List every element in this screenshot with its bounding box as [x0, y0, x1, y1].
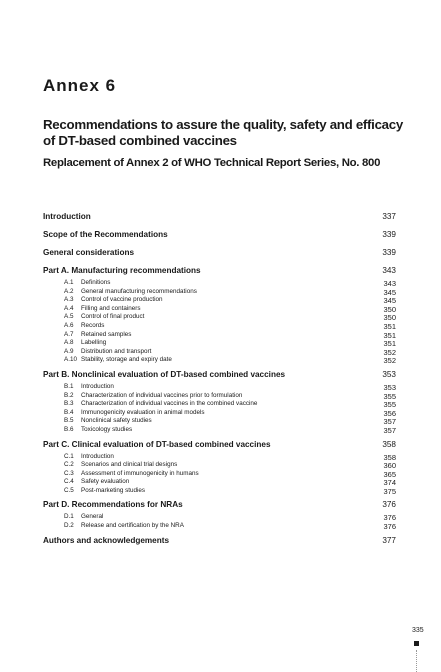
toc-entry-label: General considerations	[43, 248, 135, 257]
toc-subentry-page: 350	[383, 313, 396, 323]
toc-subentry-label: Stability, storage and expiry date	[81, 356, 172, 364]
toc-subentry-page: 357	[383, 425, 396, 435]
toc-subentry-label: Toxicology studies	[81, 425, 133, 433]
toc-entry[interactable]	[43, 370, 396, 381]
toc-subentry-label: Release and certification by the NRA	[81, 522, 184, 530]
toc-subentry-label: Safety evaluation	[81, 478, 130, 486]
toc-entry-page: 358	[382, 439, 396, 449]
toc-subentry-number: B.4	[64, 408, 74, 416]
toc-entry[interactable]	[43, 212, 396, 223]
toc-subentry-number: D.2	[64, 522, 74, 530]
toc-subentry[interactable]	[43, 470, 396, 479]
toc-entry[interactable]	[43, 500, 396, 511]
toc-subentry[interactable]	[43, 487, 396, 496]
toc-subentry-number: A.4	[64, 304, 74, 312]
toc-subentry-page: 365	[383, 469, 396, 479]
toc-subentry-label: Introduction	[81, 382, 114, 390]
toc-subentry-page: 345	[383, 287, 396, 297]
toc-entry-label: Authors and acknowledgements	[43, 535, 170, 545]
toc-subentry[interactable]	[43, 426, 396, 435]
toc-subentry-label: General	[81, 513, 104, 521]
toc-subentry-page: 345	[383, 296, 396, 306]
toc-entry[interactable]	[43, 230, 396, 241]
toc-subentry[interactable]	[43, 383, 396, 392]
page-marker	[414, 641, 419, 646]
toc-subentry-number: A.6	[64, 321, 74, 329]
toc-subentry-label: Immunogenicity evaluation in animal models	[81, 408, 205, 416]
toc-subentry-page: 374	[383, 478, 396, 488]
toc-subentry-label: Control of final product	[81, 313, 145, 321]
toc-subentry[interactable]	[43, 313, 396, 322]
toc-entry-label: Part D. Recommendations for NRAs	[43, 500, 183, 510]
toc-subentry-label: Retained samples	[81, 330, 132, 338]
toc-subentry-page: 352	[383, 356, 396, 366]
toc-subentry-number: C.5	[64, 486, 74, 494]
dotted-line	[416, 650, 417, 672]
toc-entry-page: 376	[382, 500, 396, 510]
toc-subentry-label: Definitions	[81, 279, 111, 286]
toc-subentry-page: 375	[383, 486, 396, 496]
toc-entry-page: 377	[382, 535, 396, 545]
toc-subentry-number: B.1	[64, 382, 74, 390]
toc-entry-label: Scope of the Recommendations	[43, 230, 168, 239]
toc-subentry[interactable]	[43, 279, 396, 288]
toc-entry[interactable]	[43, 266, 396, 277]
table-of-contents	[43, 212, 396, 554]
toc-subentry[interactable]	[43, 453, 396, 462]
toc-subentry-page: 356	[383, 408, 396, 418]
toc-subentry[interactable]	[43, 348, 396, 357]
toc-subentry-page: 376	[383, 522, 396, 532]
toc-entry[interactable]	[43, 440, 396, 451]
toc-subentry-label: Nonclinical safety studies	[81, 417, 152, 425]
toc-subentry-number: A.8	[64, 339, 74, 347]
toc-subentry-page: 376	[383, 513, 396, 523]
toc-entry[interactable]	[43, 248, 396, 259]
annex-heading: Annex 6	[43, 76, 117, 95]
document-title: Recommendations to assure the quality, safety and efficacy of DT-based combined vaccines	[43, 117, 403, 148]
toc-subentry-number: A.10	[64, 356, 77, 364]
toc-subentry-page: 350	[383, 304, 396, 314]
toc-subentry[interactable]	[43, 461, 396, 470]
toc-subentry-number: B.3	[64, 400, 74, 408]
toc-subentry-number: A.3	[64, 296, 74, 304]
toc-subentry-label: Post-marketing studies	[81, 486, 146, 494]
toc-subentry-label: Assessment of immunogenicity in humans	[81, 469, 199, 477]
toc-subentry-label: Characterization of individual vaccines in the combined vaccine	[81, 400, 258, 408]
toc-entry[interactable]	[43, 536, 396, 547]
toc-subentry-label: Characterization of individual vaccines prior to formulation	[81, 391, 243, 399]
toc-subentry-number: A.1	[64, 279, 74, 286]
toc-subentry-page: 355	[383, 391, 396, 401]
toc-subentry[interactable]	[43, 417, 396, 426]
toc-subentry[interactable]	[43, 339, 396, 348]
toc-entry-label: Part B. Nonclinical evaluation of DT-based combined vaccines	[43, 369, 286, 379]
toc-subentry-label: Records	[81, 321, 105, 329]
toc-subentry-page: 343	[383, 279, 396, 288]
toc-entry-label: Part A. Manufacturing recommendations	[43, 266, 201, 275]
toc-subentry[interactable]	[43, 288, 396, 297]
toc-subentry-label: Labelling	[81, 339, 107, 347]
toc-subentry-number: A.5	[64, 313, 74, 321]
toc-subentry-page: 351	[383, 321, 396, 331]
toc-entry-page: 339	[382, 230, 396, 239]
toc-subentry-number: A.7	[64, 330, 74, 338]
toc-subentry-number: C.2	[64, 461, 74, 469]
toc-subentry[interactable]	[43, 513, 396, 522]
document-subtitle: Replacement of Annex 2 of WHO Technical Report Series, No. 800	[43, 157, 381, 169]
toc-subentry-number: A.9	[64, 347, 74, 355]
toc-subentry-label: Distribution and transport	[81, 347, 152, 355]
toc-entry-page: 353	[382, 369, 396, 379]
toc-subentry-page: 358	[383, 452, 396, 462]
toc-subentry[interactable]	[43, 331, 396, 340]
toc-subentry-page: 357	[383, 417, 396, 427]
toc-subentry-label: Scenarios and clinical trial designs	[81, 461, 178, 469]
toc-subentry-page: 360	[383, 461, 396, 471]
toc-subentry-page: 352	[383, 347, 396, 357]
toc-subentry-page: 351	[383, 330, 396, 340]
toc-subentry-page: 351	[383, 339, 396, 349]
toc-subentry-label: Control of vaccine production	[81, 296, 163, 304]
toc-subentry[interactable]	[43, 296, 396, 305]
toc-subentry[interactable]	[43, 322, 396, 331]
toc-subentry[interactable]	[43, 400, 396, 409]
toc-entry-page: 339	[382, 248, 396, 257]
toc-subentry[interactable]	[43, 392, 396, 401]
toc-subentry-number: C.1	[64, 452, 74, 460]
toc-subentry[interactable]	[43, 478, 396, 487]
toc-subentry-number: D.1	[64, 513, 74, 521]
toc-subentry[interactable]	[43, 305, 396, 314]
toc-subentry-number: B.2	[64, 391, 74, 399]
toc-subentry-number: C.4	[64, 478, 74, 486]
toc-entry-page: 337	[382, 212, 396, 221]
toc-subentry[interactable]	[43, 409, 396, 418]
toc-subentry-number: B.6	[64, 425, 74, 433]
toc-entry-page: 343	[382, 266, 396, 275]
toc-subentry-page: 353	[383, 382, 396, 392]
toc-subentry-label: General manufacturing recommendations	[81, 287, 197, 295]
toc-entry-label: Introduction	[43, 212, 91, 221]
toc-subentry-number: A.2	[64, 287, 74, 295]
toc-entry-label: Part C. Clinical evaluation of DT-based combined vaccines	[43, 439, 271, 449]
toc-subentry-label: Filling and containers	[81, 304, 141, 312]
toc-subentry[interactable]	[43, 522, 396, 531]
toc-subentry-label: Introduction	[81, 452, 114, 460]
toc-subentry-number: B.5	[64, 417, 74, 425]
toc-subentry-number: C.3	[64, 469, 74, 477]
toc-subentry-page: 355	[383, 400, 396, 410]
toc-subentry[interactable]	[43, 356, 396, 365]
page-number: 335	[412, 627, 424, 634]
